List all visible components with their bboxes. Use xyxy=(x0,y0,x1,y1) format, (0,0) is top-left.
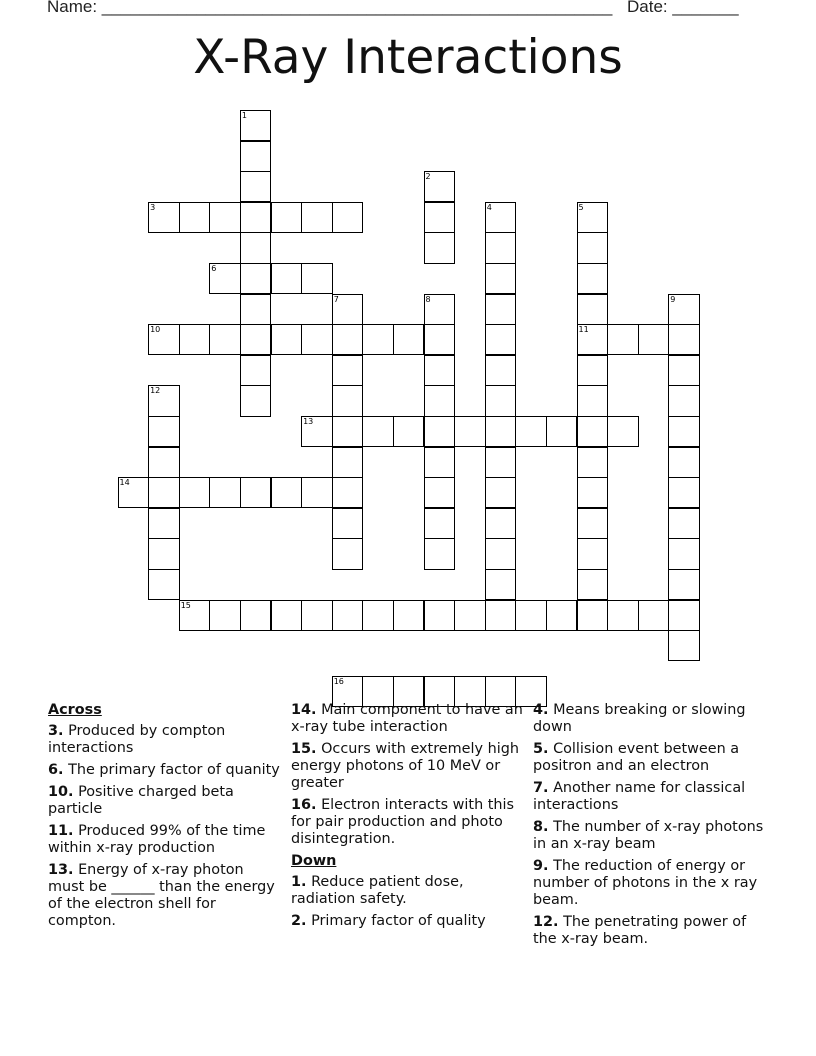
grid-cell[interactable] xyxy=(577,569,609,600)
grid-cell[interactable] xyxy=(332,447,364,478)
clue-down-8: 8. The number of x-ray photons in an x-ray beam xyxy=(533,819,764,852)
grid-cell[interactable] xyxy=(271,477,303,508)
grid-cell[interactable] xyxy=(485,477,517,508)
grid-cell[interactable] xyxy=(577,232,609,263)
grid-cell[interactable] xyxy=(485,355,517,386)
grid-cell[interactable] xyxy=(179,324,211,355)
grid-cell[interactable] xyxy=(668,416,700,447)
grid-cell[interactable] xyxy=(271,202,303,233)
clue-number: 5 xyxy=(578,202,584,212)
grid-cell[interactable] xyxy=(179,202,211,233)
grid-cell[interactable] xyxy=(424,447,456,478)
clue-number: 15 xyxy=(180,600,191,610)
grid-cell[interactable] xyxy=(240,110,272,141)
clue-number: 7 xyxy=(333,294,339,304)
grid-cell[interactable] xyxy=(332,508,364,539)
grid-cell[interactable] xyxy=(148,569,180,600)
grid-cell[interactable] xyxy=(638,324,670,355)
grid-cell[interactable] xyxy=(577,202,609,233)
clue-across-3: 3. Produced by compton interactions xyxy=(48,723,226,756)
grid-cell[interactable] xyxy=(577,355,609,386)
clue-column-3 xyxy=(533,702,765,953)
clue-number: 12 xyxy=(150,386,161,396)
grid-cell[interactable] xyxy=(546,416,578,447)
grid-cell[interactable] xyxy=(668,569,700,600)
grid-cell[interactable] xyxy=(332,477,364,508)
grid-cell[interactable] xyxy=(301,600,333,631)
grid-cell[interactable] xyxy=(485,294,517,325)
grid-cell[interactable] xyxy=(668,324,700,355)
grid-cell[interactable] xyxy=(301,263,333,294)
clue-across-6: 6. The primary factor of quanity xyxy=(48,762,280,778)
clue-across-10: 10. Positive charged beta particle xyxy=(48,784,234,817)
grid-cell[interactable] xyxy=(668,538,700,569)
clue-number: 2 xyxy=(425,172,431,182)
grid-cell[interactable] xyxy=(271,324,303,355)
grid-cell[interactable] xyxy=(607,324,639,355)
grid-cell[interactable] xyxy=(362,600,394,631)
across-heading: Across xyxy=(48,702,102,718)
grid-cell[interactable] xyxy=(332,202,364,233)
grid-cell[interactable] xyxy=(148,447,180,478)
clue-number: 16 xyxy=(333,677,344,687)
grid-cell[interactable] xyxy=(668,385,700,416)
clue-across-16: 16. Electron interacts with this for pair production and photo disintegration. xyxy=(291,797,515,847)
grid-cell[interactable] xyxy=(668,630,700,661)
grid-cell[interactable] xyxy=(546,600,578,631)
grid-cell[interactable] xyxy=(148,385,180,416)
grid-cell[interactable] xyxy=(332,355,364,386)
grid-cell[interactable] xyxy=(485,324,517,355)
grid-cell[interactable] xyxy=(485,202,517,233)
grid-cell[interactable] xyxy=(668,355,700,386)
grid-cell[interactable] xyxy=(209,477,241,508)
grid-cell[interactable] xyxy=(209,263,241,294)
grid-cell[interactable] xyxy=(424,294,456,325)
grid-cell[interactable] xyxy=(393,324,425,355)
grid-cell[interactable] xyxy=(485,447,517,478)
grid-cell[interactable] xyxy=(424,324,456,355)
grid-cell[interactable] xyxy=(209,324,241,355)
grid-cell[interactable] xyxy=(271,263,303,294)
grid-cell[interactable] xyxy=(240,141,272,172)
grid-cell[interactable] xyxy=(424,508,456,539)
grid-cell[interactable] xyxy=(424,171,456,202)
puzzle-title: X-Ray Interactions xyxy=(193,30,623,85)
grid-cell[interactable] xyxy=(240,202,272,233)
grid-cell[interactable] xyxy=(179,477,211,508)
grid-cell[interactable] xyxy=(668,600,700,631)
clue-down-4: 4. Means breaking or slowing down xyxy=(533,702,746,735)
grid-cell[interactable] xyxy=(668,508,700,539)
grid-cell[interactable] xyxy=(148,416,180,447)
grid-cell[interactable] xyxy=(485,232,517,263)
grid-cell[interactable] xyxy=(332,600,364,631)
grid-cell[interactable] xyxy=(240,600,272,631)
clue-across-11: 11. Produced 99% of the time within x-ray production xyxy=(48,823,266,856)
grid-cell[interactable] xyxy=(577,294,609,325)
grid-cell[interactable] xyxy=(148,508,180,539)
grid-cell[interactable] xyxy=(607,600,639,631)
grid-cell[interactable] xyxy=(424,385,456,416)
grid-cell[interactable] xyxy=(668,447,700,478)
clue-column-1 xyxy=(48,702,280,935)
clue-column-2 xyxy=(291,702,523,935)
grid-cell[interactable] xyxy=(332,385,364,416)
clue-number: 14 xyxy=(119,478,130,488)
clue-down-12: 12. The penetrating power of the x-ray beam. xyxy=(533,914,747,947)
grid-cell[interactable] xyxy=(240,232,272,263)
grid-cell[interactable] xyxy=(301,416,333,447)
clue-across-13: 13. Energy of x-ray photon must be ______ than the energy of the electron shell for compton. xyxy=(48,862,275,929)
grid-cell[interactable] xyxy=(148,538,180,569)
grid-cell[interactable] xyxy=(577,508,609,539)
grid-cell[interactable] xyxy=(209,600,241,631)
grid-cell[interactable] xyxy=(240,385,272,416)
down-heading: Down xyxy=(291,853,337,869)
clue-down-2: 2. Primary factor of quality xyxy=(291,913,486,929)
grid-cell[interactable] xyxy=(577,600,609,631)
grid-cell[interactable] xyxy=(362,324,394,355)
grid-cell[interactable] xyxy=(393,416,425,447)
grid-cell[interactable] xyxy=(240,477,272,508)
grid-cell[interactable] xyxy=(424,477,456,508)
grid-cell[interactable] xyxy=(454,600,486,631)
grid-cell[interactable] xyxy=(240,263,272,294)
date-line: Date: _______ xyxy=(627,0,739,16)
grid-cell[interactable] xyxy=(240,171,272,202)
grid-cell[interactable] xyxy=(332,416,364,447)
grid-cell[interactable] xyxy=(424,202,456,233)
clue-number: 10 xyxy=(150,325,161,335)
grid-cell[interactable] xyxy=(424,416,456,447)
clue-across-14: 14. Main component to have an x-ray tube interaction xyxy=(291,702,523,735)
clue-number: 4 xyxy=(486,202,492,212)
grid-cell[interactable] xyxy=(577,385,609,416)
grid-cell[interactable] xyxy=(301,202,333,233)
grid-cell[interactable] xyxy=(577,416,609,447)
grid-cell[interactable] xyxy=(577,447,609,478)
grid-cell[interactable] xyxy=(638,600,670,631)
clue-down-9: 9. The reduction of energy or number of photons in the x ray beam. xyxy=(533,858,758,908)
grid-cell[interactable] xyxy=(148,324,180,355)
grid-cell[interactable] xyxy=(362,416,394,447)
grid-cell[interactable] xyxy=(607,416,639,447)
grid-cell[interactable] xyxy=(454,416,486,447)
grid-cell[interactable] xyxy=(668,477,700,508)
grid-cell[interactable] xyxy=(577,324,609,355)
clue-across-15: 15. Occurs with extremely high energy photons of 10 MeV or greater xyxy=(291,741,519,791)
clue-down-5: 5. Collision event between a positron and an electron xyxy=(533,741,740,774)
grid-cell[interactable] xyxy=(148,477,180,508)
clue-number: 8 xyxy=(425,294,431,304)
grid-cell[interactable] xyxy=(271,600,303,631)
grid-cell[interactable] xyxy=(577,538,609,569)
grid-cell[interactable] xyxy=(577,477,609,508)
grid-cell[interactable] xyxy=(240,355,272,386)
clue-number: 6 xyxy=(211,264,217,273)
grid-cell[interactable] xyxy=(485,538,517,569)
grid-cell[interactable] xyxy=(485,385,517,416)
grid-cell[interactable] xyxy=(424,538,456,569)
clue-number: 13 xyxy=(303,417,314,426)
grid-cell[interactable] xyxy=(577,263,609,294)
clue-number: 1 xyxy=(241,111,247,120)
grid-cell[interactable] xyxy=(332,538,364,569)
grid-cell[interactable] xyxy=(148,202,180,233)
clue-down-7: 7. Another name for classical interactions xyxy=(533,780,746,813)
grid-cell[interactable] xyxy=(301,324,333,355)
grid-cell[interactable] xyxy=(485,508,517,539)
grid-cell[interactable] xyxy=(118,477,150,508)
grid-cell[interactable] xyxy=(515,416,547,447)
grid-cell[interactable] xyxy=(209,202,241,233)
grid-cell[interactable] xyxy=(485,569,517,600)
grid-cell[interactable] xyxy=(424,600,456,631)
grid-cell[interactable] xyxy=(179,600,211,631)
grid-cell[interactable] xyxy=(301,477,333,508)
name-line: Name: ______________________________________________________ xyxy=(47,0,613,16)
grid-cell[interactable] xyxy=(393,600,425,631)
grid-cell[interactable] xyxy=(485,263,517,294)
clue-number: 11 xyxy=(578,325,589,335)
grid-cell[interactable] xyxy=(332,294,364,325)
grid-cell[interactable] xyxy=(424,232,456,263)
grid-cell[interactable] xyxy=(424,355,456,386)
clue-down-1: 1. Reduce patient dose, radiation safety. xyxy=(291,874,464,907)
grid-cell[interactable] xyxy=(485,600,517,631)
grid-cell[interactable] xyxy=(668,294,700,325)
grid-cell[interactable] xyxy=(485,416,517,447)
grid-cell[interactable] xyxy=(240,324,272,355)
grid-cell[interactable] xyxy=(240,294,272,325)
grid-cell[interactable] xyxy=(332,324,364,355)
grid-cell[interactable] xyxy=(515,600,547,631)
clue-number: 3 xyxy=(150,202,156,212)
clue-number: 9 xyxy=(670,294,676,304)
